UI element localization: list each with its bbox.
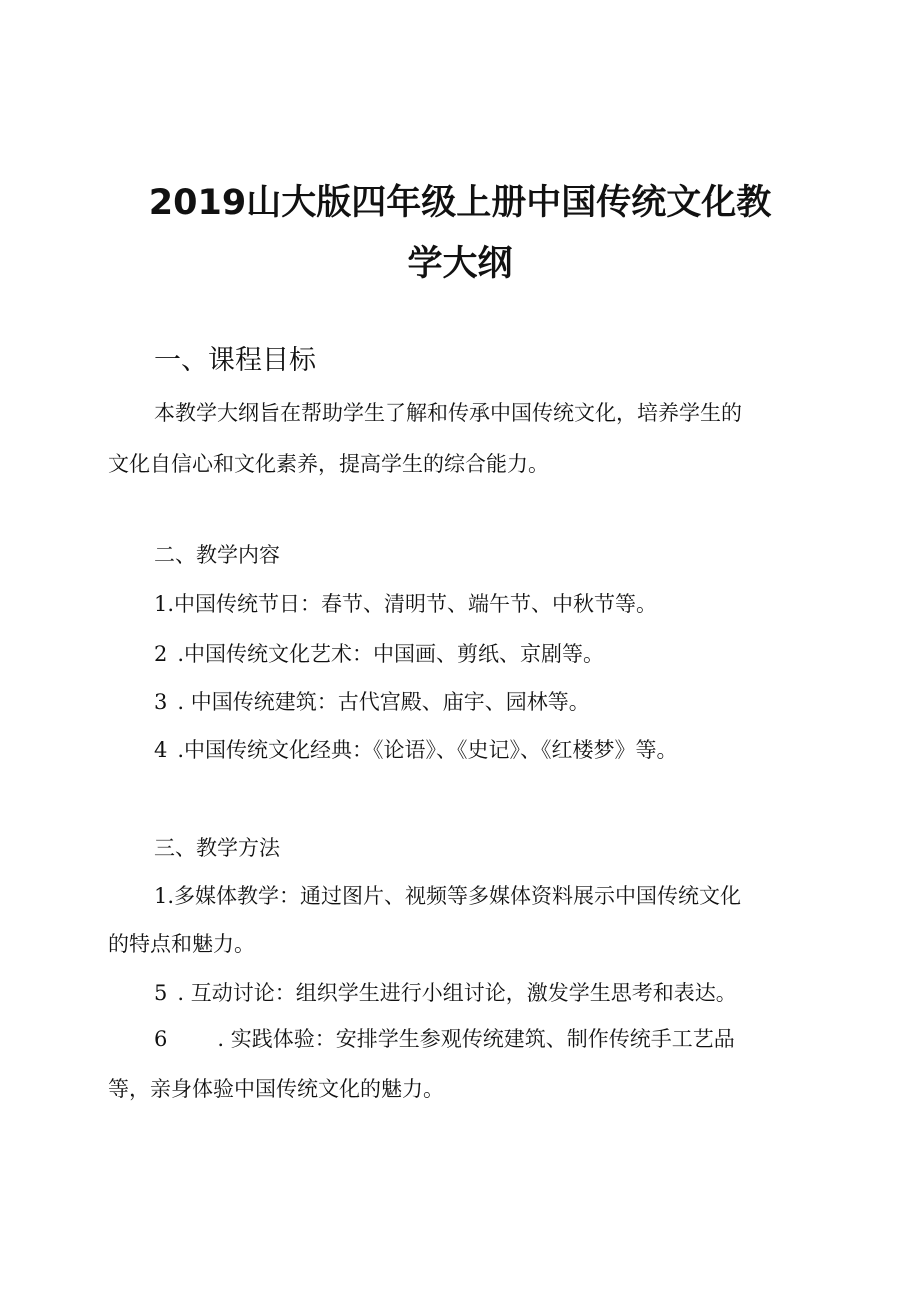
content-item-number: 2 (154, 642, 168, 666)
document-title-line1: 2019山大版四年级上册中国传统文化教 (148, 183, 772, 223)
content-item-text: 中国传统节日：春节、清明节、端午节、中秋节等。 (174, 592, 658, 616)
content-item-4 (154, 736, 678, 764)
goals-paragraph-line1: 本教学大纲旨在帮助学生了解和传承中国传统文化，培养学生的 (154, 401, 742, 425)
content-item-number: 1. (154, 592, 175, 616)
method-item-text: 多媒体教学：通过图片、视频等多媒体资料展示中国传统文化 (174, 884, 742, 908)
content-item-number: 4 (154, 738, 168, 762)
method-item-1-line2: 的特点和魅力。 (108, 932, 255, 956)
content-item-text: . 中国传统建筑：古代宫殿、庙宇、园林等。 (177, 690, 590, 714)
method-item-2 (154, 979, 737, 1007)
section-heading-methods: 三、教学方法 (154, 836, 280, 860)
method-item-number: 1. (154, 884, 175, 908)
section-heading-content: 二、教学内容 (154, 543, 280, 567)
content-item-number: 3 (154, 690, 168, 714)
content-item-text: .中国传统文化艺术：中国画、剪纸、京剧等。 (177, 642, 605, 666)
content-item-1 (154, 590, 657, 618)
method-item-3-line2: 等，亲身体验中国传统文化的魅力。 (108, 1077, 444, 1101)
method-item-1-line1 (154, 882, 741, 910)
method-item-text: . 实践体验：安排学生参观传统建筑、制作传统手工艺品 (217, 1027, 735, 1051)
method-item-number: 6 (154, 1027, 168, 1051)
content-item-2 (154, 640, 604, 668)
method-item-text: . 互动讨论：组织学生进行小组讨论，激发学生思考和表达。 (177, 981, 737, 1005)
content-item-text: .中国传统文化经典：《论语》、《史记》、《红楼梦》等。 (177, 738, 678, 762)
document-title-line2: 学大纲 (407, 244, 513, 284)
content-item-3 (154, 688, 590, 716)
section-heading-goals: 一、课程目标 (154, 345, 316, 376)
goals-paragraph-line2: 文化自信心和文化素养，提高学生的综合能力。 (108, 452, 549, 476)
method-item-number: 5 (154, 981, 168, 1005)
method-item-3-line1 (154, 1025, 735, 1053)
